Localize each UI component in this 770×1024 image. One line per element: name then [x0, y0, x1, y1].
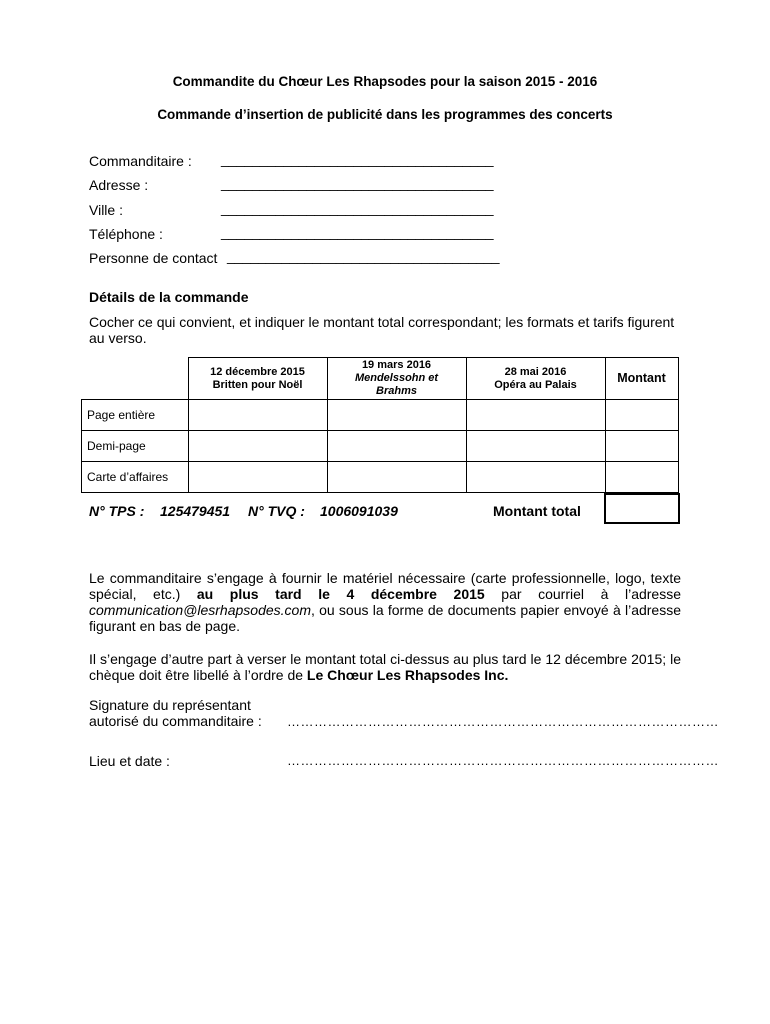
tvq-label: N° TVQ : [248, 503, 305, 519]
payment-paragraph: Il s’engage d’autre part à verser le montant total ci-dessus au plus tard le 12 décembre 2015; le chèque doit être libellé à l’ordre de Le Chœur Les Rhapsodes Inc. [89, 651, 681, 683]
signature-label: Signature du représentant autorisé du commanditaire : [89, 697, 262, 729]
signature-line[interactable]: …………………………………………………………………………………… [287, 714, 719, 729]
commitment-paragraph: Le commanditaire s’engage à fournir le matériel nécessaire (carte professionnelle, logo, texte spécial, etc.) au plus tard le 4 décembre 2015 par courriel à l’adresse communication@lesrhapsodes.com, ou sous la forme de documents papier envoyé à l’adresse figurant en bas de page. [89, 570, 681, 634]
column-header-may: 28 mai 2016 Opéra au Palais [466, 358, 605, 400]
field-line-contact[interactable]: ___________________________________ [227, 248, 500, 264]
checkbox-cell-carte-march[interactable] [327, 462, 466, 493]
page-subtitle: Commande d’insertion de publicité dans les programmes des concerts [157, 107, 613, 122]
column-header-march: 19 mars 2016 Mendelssohn et Brahms [327, 358, 466, 400]
field-label-contact: Personne de contact [89, 250, 218, 266]
tvq-value: 1006091039 [320, 503, 398, 519]
table-row [82, 400, 679, 431]
details-instructions: Cocher ce qui convient, et indiquer le montant total correspondant; les formats et tarifs figurent au verso. [89, 314, 675, 346]
total-label: Montant total [493, 503, 581, 519]
checkbox-cell-demi-page-december[interactable] [188, 431, 327, 462]
checkbox-cell-carte-may[interactable] [466, 462, 605, 493]
table-header-row [82, 358, 679, 400]
total-amount-box[interactable] [604, 493, 680, 524]
field-label-telephone: Téléphone : [89, 226, 163, 242]
checkbox-cell-page-entiere-march[interactable] [327, 400, 466, 431]
field-label-commanditaire: Commanditaire : [89, 153, 192, 169]
amount-cell-carte[interactable] [605, 462, 678, 493]
row-label-carte-affaires: Carte d’affaires [82, 462, 189, 493]
checkbox-cell-page-entiere-december[interactable] [188, 400, 327, 431]
row-label-demi-page: Demi-page [82, 431, 189, 462]
order-table [81, 357, 679, 493]
place-date-label: Lieu et date : [89, 753, 170, 769]
column-header-december: 12 décembre 2015 Britten pour Noël [188, 358, 327, 400]
field-line-ville[interactable]: ___________________________________ [221, 200, 494, 216]
tps-label: N° TPS : [89, 503, 145, 519]
column-header-montant: Montant [605, 358, 678, 400]
checkbox-cell-page-entiere-may[interactable] [466, 400, 605, 431]
table-corner [82, 358, 189, 400]
table-row [82, 462, 679, 493]
field-line-commanditaire[interactable]: ___________________________________ [221, 151, 494, 167]
field-line-telephone[interactable]: ___________________________________ [221, 224, 494, 240]
checkbox-cell-demi-page-may[interactable] [466, 431, 605, 462]
details-title: Détails de la commande [89, 289, 249, 305]
amount-cell-demi-page[interactable] [605, 431, 678, 462]
field-label-adresse: Adresse : [89, 177, 149, 193]
row-label-page-entiere: Page entière [82, 400, 189, 431]
email-link[interactable]: communication@lesrhapsodes.com [89, 602, 311, 618]
checkbox-cell-carte-december[interactable] [188, 462, 327, 493]
checkbox-cell-demi-page-march[interactable] [327, 431, 466, 462]
amount-cell-page-entiere[interactable] [605, 400, 678, 431]
place-date-line[interactable]: …………………………………………………………………………………… [287, 753, 719, 768]
tps-value: 125479451 [160, 503, 231, 519]
table-row [82, 431, 679, 462]
field-label-ville: Ville : [89, 202, 123, 218]
page-title: Commandite du Chœur Les Rhapsodes pour la saison 2015 - 2016 [172, 74, 598, 89]
field-line-adresse[interactable]: ___________________________________ [221, 175, 494, 191]
